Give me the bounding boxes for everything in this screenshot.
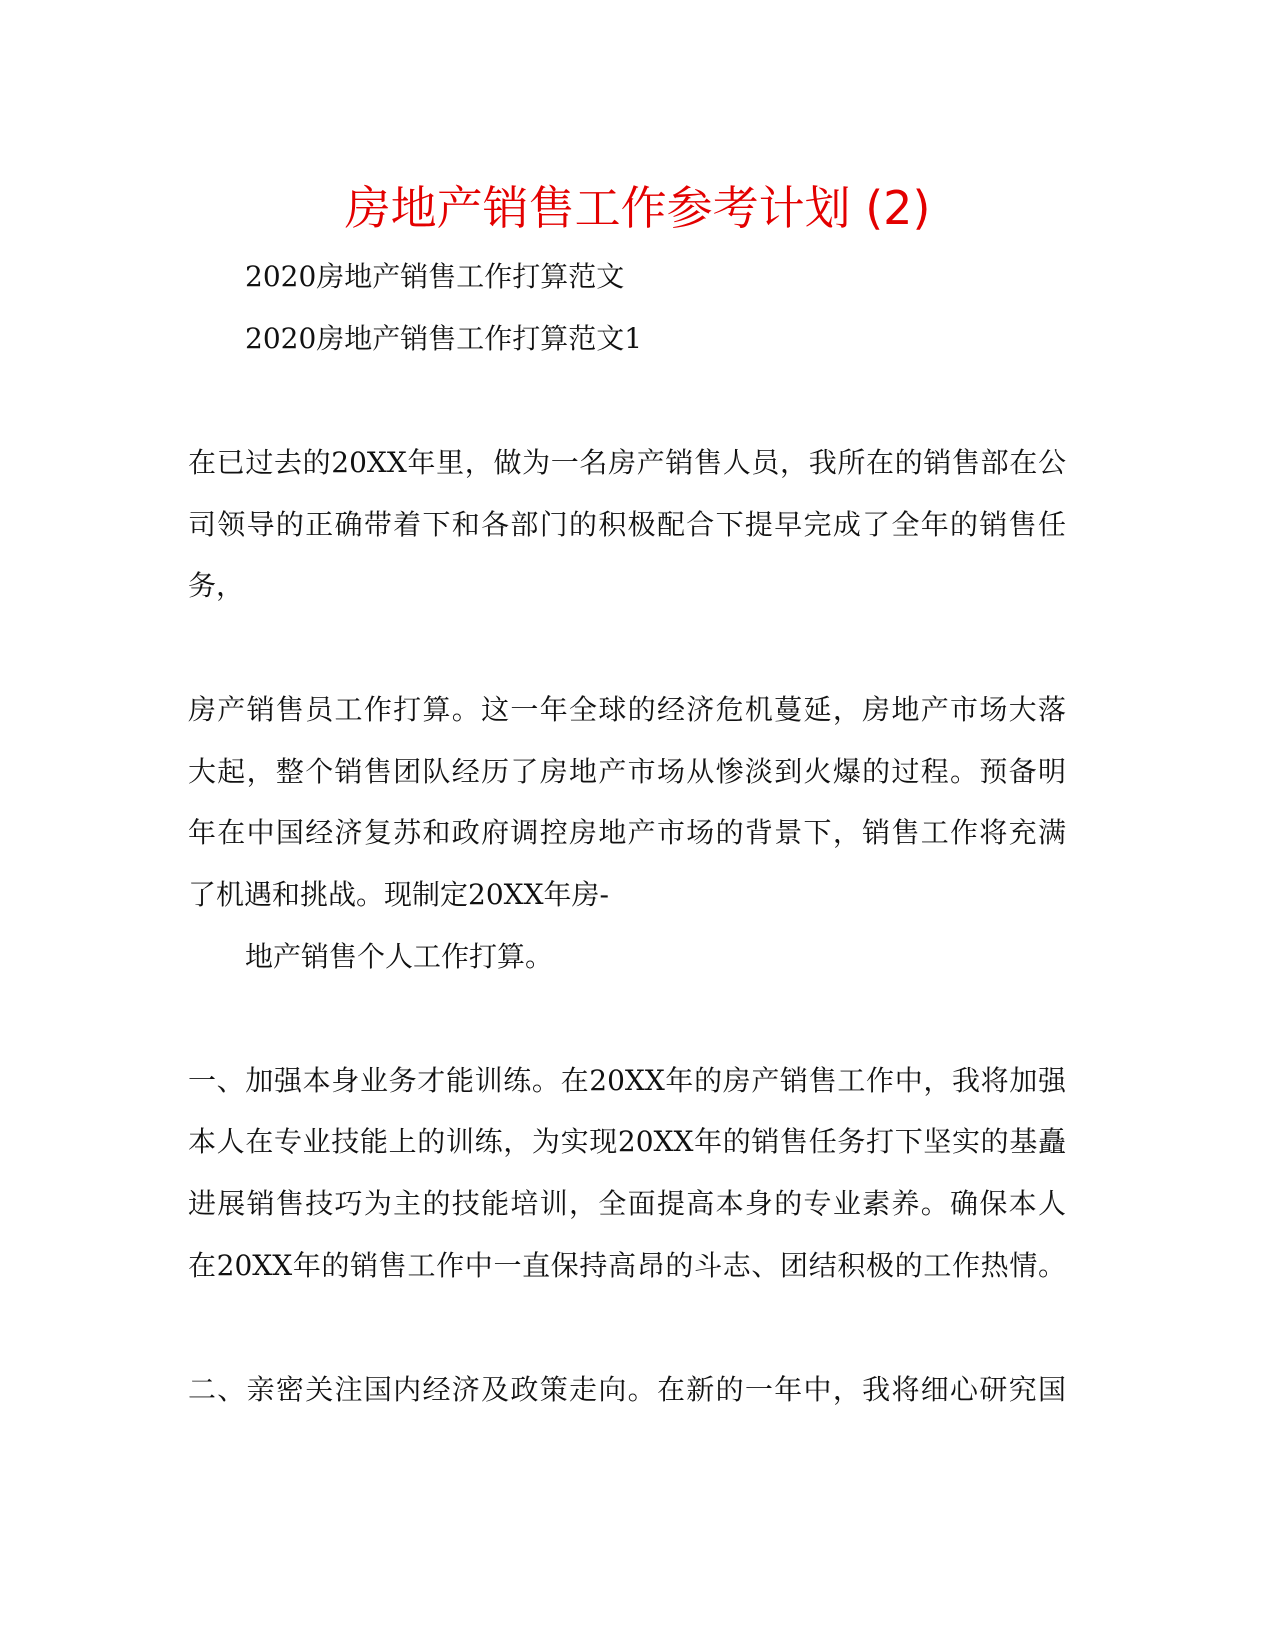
paragraph-2-continuation: 地产销售个人工作打算。 bbox=[245, 940, 554, 973]
subtitle-1: 2020房地产销售工作打算范文 bbox=[245, 260, 625, 293]
paragraph-2-line-3: 年在中国经济复苏和政府调控房地产市场的背景下，销售工作将充满 bbox=[188, 816, 1066, 849]
paragraph-2-line-1: 房产销售员工作打算。这一年全球的经济危机蔓延，房地产市场大落 bbox=[188, 693, 1066, 726]
paragraph-3-line-1: 一、加强本身业务才能训练。在20XX年的房产销售工作中，我将加强 bbox=[188, 1064, 1066, 1097]
paragraph-3-line-3: 进展销售技巧为主的技能培训，全面提高本身的专业素养。确保本人 bbox=[188, 1187, 1066, 1220]
paragraph-1-line-2: 司领导的正确带着下和各部门的积极配合下提早完成了全年的销售任 bbox=[188, 508, 1066, 541]
document-title: 房地产销售工作参考计划 (2) bbox=[344, 181, 931, 235]
paragraph-2-line-2: 大起，整个销售团队经历了房地产市场从惨淡到火爆的过程。预备明 bbox=[188, 755, 1066, 788]
paragraph-2-line-4: 了机遇和挑战。现制定20XX年房- bbox=[188, 878, 609, 911]
paragraph-1-line-3: 务， bbox=[188, 569, 245, 602]
paragraph-4-line-1: 二、亲密关注国内经济及政策走向。在新的一年中，我将细心研究国 bbox=[188, 1373, 1066, 1406]
paragraph-1-line-1: 在已过去的20XX年里，做为一名房产销售人员，我所在的销售部在公 bbox=[188, 446, 1066, 479]
subtitle-2: 2020房地产销售工作打算范文1 bbox=[245, 322, 643, 355]
paragraph-3-line-4: 在20XX年的销售工作中一直保持高昂的斗志、团结积极的工作热情。 bbox=[188, 1249, 1066, 1282]
paragraph-3-line-2: 本人在专业技能上的训练，为实现20XX年的销售任务打下坚实的基矗 bbox=[188, 1125, 1066, 1158]
